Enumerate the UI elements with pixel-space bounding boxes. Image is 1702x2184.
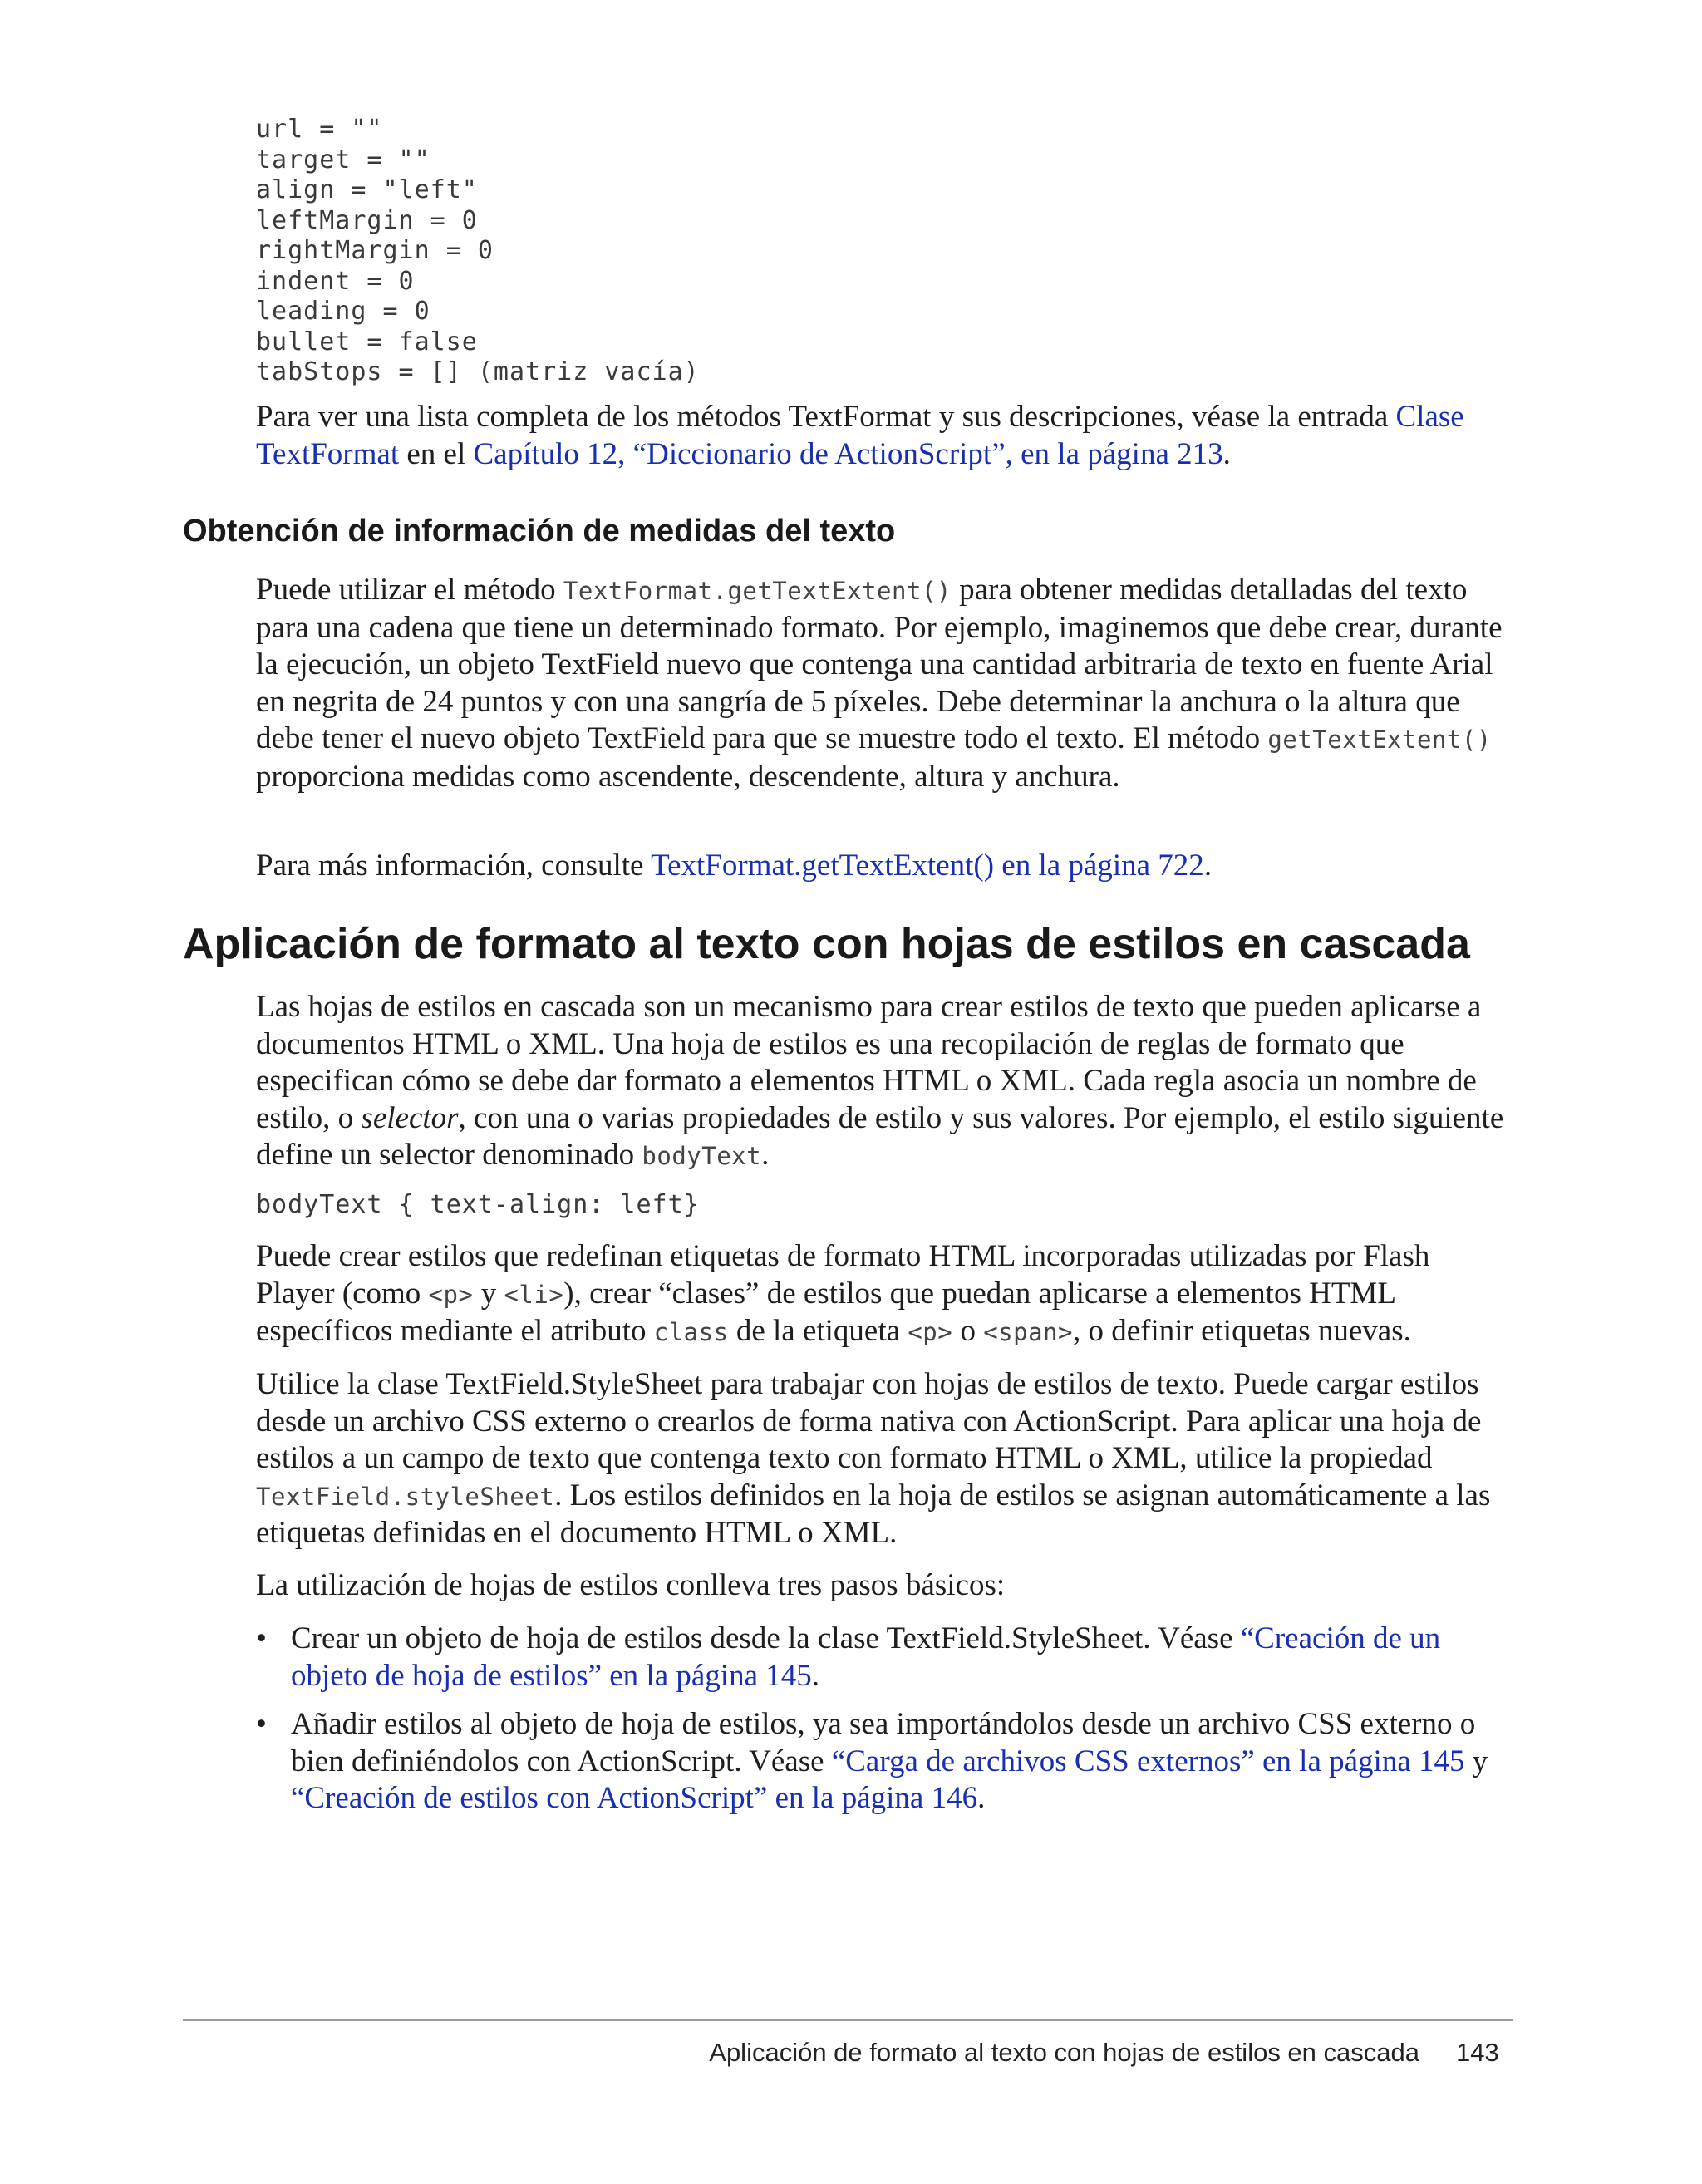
paragraph-text: , o definir etiquetas nuevas. bbox=[1072, 1314, 1411, 1348]
paragraph-text: , con una o varias propiedades de estilo y sus valores. Por ejemplo, el estilo siguiente define un selector denominado bbox=[256, 1100, 1504, 1172]
inline-code: TextField.styleSheet bbox=[256, 1482, 555, 1511]
inline-code: <span> bbox=[983, 1318, 1073, 1346]
paragraph-text: de la etiqueta bbox=[728, 1314, 908, 1348]
bullet-list-steps bbox=[256, 1621, 1513, 1818]
code-line: indent = 0 bbox=[256, 266, 415, 296]
paragraph-text: Las hojas de estilos en cascada son un mecanismo para crear estilos de texto que pueden aplicarse a documentos HTML o XML. Una hoja de estilos es una recopilación de reglas de formato que especifican cómo se debe dar formato a elementos HTML o XML. Cada regla asocia un nombre de estilo, o bbox=[256, 990, 1482, 1135]
code-line: target = "" bbox=[256, 145, 430, 175]
paragraph-text: Utilice la clase TextField.StyleSheet para trabajar con hojas de estilos de texto. Puede cargar estilos desde un archivo CSS externo o crearlos de forma nativa con ActionScript. Para aplicar una hoja de estilos a un campo de texto que contenga texto con formato HTML o XML, utilice la propiedad bbox=[256, 1367, 1482, 1475]
inline-code: TextFormat.getTextExtent() bbox=[563, 577, 952, 605]
paragraph-metrics-intro bbox=[256, 572, 1513, 795]
bullet-icon: • bbox=[256, 1621, 267, 1655]
paragraph-text: ), crear “clases” de estilos que puedan aplicarse a elementos HTML específicos mediante el atributo bbox=[256, 1276, 1395, 1348]
inline-code: <p> bbox=[908, 1318, 953, 1346]
paragraph-text: y bbox=[1464, 1744, 1488, 1778]
emphasis-selector: selector bbox=[361, 1100, 459, 1135]
bullet-icon: • bbox=[256, 1707, 267, 1741]
code-line: leftMargin = 0 bbox=[256, 205, 478, 235]
paragraph-text: Para más información, consulte bbox=[256, 849, 652, 883]
code-line: leading = 0 bbox=[256, 297, 430, 326]
paragraph-text: para obtener medidas detalladas del texto para una cadena que tiene un determinado formato. Por ejemplo, imaginemos que debe crear, durante la ejecución, un objeto TextField nuevo que contenga una cantidad arbitraria de texto en fuente Arial en negrita de 24 puntos y con una sangría de 5 píxeles. Debe determinar la anchura o la altura que debe tener el nuevo objeto TextField para que se muestre todo el texto. El método bbox=[256, 573, 1503, 755]
code-example-bodytext: bodyText { text-align: left} bbox=[256, 1190, 700, 1219]
paragraph-css-steps-intro bbox=[256, 1567, 1513, 1605]
link-clase-textformat[interactable]: Clase TextFormat bbox=[256, 400, 1464, 471]
paragraph-text: La utilización de hojas de estilos conlleva tres pasos básicos: bbox=[256, 1568, 1006, 1602]
section-heading-css: Aplicación de formato al texto con hojas de estilos en cascada bbox=[183, 920, 1470, 968]
code-block-textformat-defaults bbox=[256, 115, 700, 388]
list-item bbox=[256, 1621, 1513, 1695]
section-heading-metrics: Obtención de información de medidas del texto bbox=[183, 514, 896, 548]
paragraph-methods-list bbox=[256, 399, 1513, 473]
footer-running-title: Aplicación de formato al texto con hojas de estilos en cascada bbox=[709, 2038, 1419, 2067]
paragraph-text: . bbox=[761, 1138, 770, 1172]
inline-code: <p> bbox=[428, 1280, 474, 1309]
paragraph-text: Añadir estilos al objeto de hoja de estilos, ya sea importándolos desde un archivo CSS externo o bien definiéndolos con ActionScript. Véase bbox=[291, 1707, 1476, 1778]
paragraph-text: en el bbox=[399, 436, 474, 471]
page-number: 143 bbox=[1456, 2038, 1499, 2067]
paragraph-text: Puede crear estilos que redefinan etiquetas de formato HTML incorporadas utilizadas por Flash Player (como bbox=[256, 1239, 1430, 1311]
link-capitulo-12[interactable]: Capítulo 12, “Diccionario de ActionScript”, en la página 213 bbox=[473, 436, 1223, 471]
inline-code: class bbox=[653, 1318, 729, 1346]
paragraph-text: . bbox=[1222, 436, 1231, 471]
paragraph-text: . Los estilos definidos en la hoja de estilos se asignan automáticamente a las etiquetas definidas en el documento HTML o XML. bbox=[256, 1478, 1491, 1550]
paragraph-text: . bbox=[811, 1658, 820, 1693]
code-line: rightMargin = 0 bbox=[256, 236, 494, 265]
paragraph-text: y bbox=[473, 1276, 504, 1311]
link-creacion-estilos-actionscript[interactable]: “Creación de estilos con ActionScript” en la página 146 bbox=[291, 1781, 978, 1815]
paragraph-css-redefine bbox=[256, 1238, 1513, 1351]
inline-code: getTextExtent() bbox=[1267, 726, 1492, 754]
link-carga-css-externos[interactable]: “Carga de archivos CSS externos” en la página 145 bbox=[831, 1744, 1465, 1778]
paragraph-text: proporciona medidas como ascendente, descendente, altura y anchura. bbox=[256, 759, 1120, 794]
paragraph-text: Para ver una lista completa de los métodos TextFormat y sus descripciones, véase la entrada bbox=[256, 400, 1396, 434]
link-gettextextent[interactable]: TextFormat.getTextExtent() en la página 722 bbox=[651, 849, 1204, 883]
link-creacion-objeto-hoja[interactable]: “Creación de un objeto de hoja de estilos” en la página 145 bbox=[291, 1621, 1441, 1693]
footer-divider bbox=[183, 2019, 1513, 2021]
list-item bbox=[256, 1706, 1513, 1818]
paragraph-css-intro bbox=[256, 989, 1513, 1175]
paragraph-text: . bbox=[1203, 849, 1213, 883]
paragraph-metrics-more-info bbox=[256, 848, 1513, 885]
code-line: align = "left" bbox=[256, 175, 478, 204]
paragraph-text: . bbox=[977, 1781, 986, 1815]
code-line: tabStops = [] (matriz vacía) bbox=[256, 357, 700, 386]
paragraph-text: o bbox=[952, 1314, 984, 1348]
paragraph-text: Puede utilizar el método bbox=[256, 573, 563, 607]
code-line: url = "" bbox=[256, 115, 383, 144]
inline-code: <li> bbox=[504, 1280, 564, 1309]
code-line: bullet = false bbox=[256, 327, 478, 357]
paragraph-text: Crear un objeto de hoja de estilos desde la clase TextField.StyleSheet. Véase bbox=[291, 1621, 1241, 1655]
paragraph-css-stylesheet bbox=[256, 1366, 1513, 1552]
inline-code: bodyText bbox=[642, 1142, 762, 1170]
